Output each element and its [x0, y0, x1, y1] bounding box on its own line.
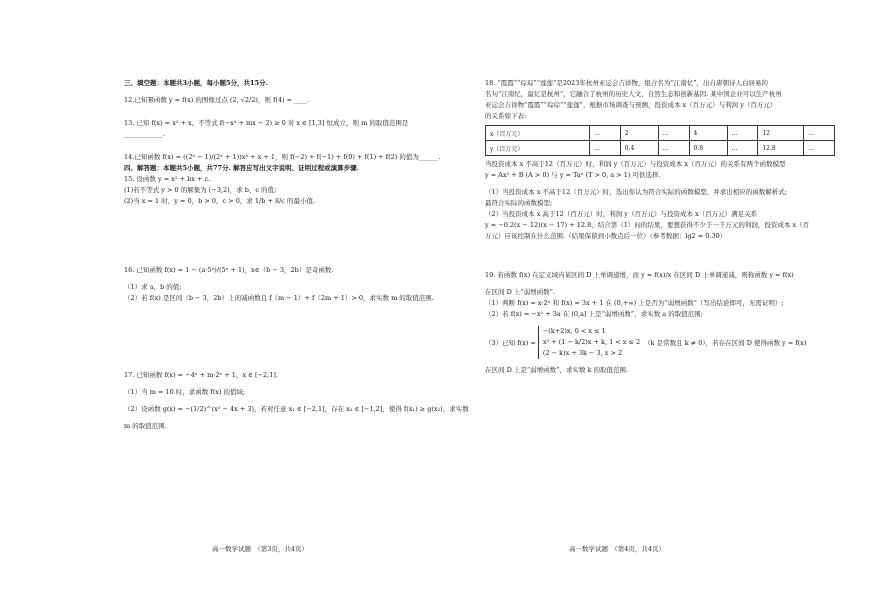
table-cell: 0.4 [620, 141, 658, 156]
section-3-title: 三、填空题：本题共3小题，每小题5分，共15分. [124, 79, 268, 87]
question-19-part-1: （1）判断 f(x) = x·2ˣ 和 f(x) = 3x + 1 在 (0,+∞) 上是否为“弱增函数”（写出结论即可，无需证明）; [485, 299, 784, 307]
question-19-part-3 [485, 326, 856, 359]
question-18-line-4: 的关系如下表: [485, 112, 527, 120]
question-19-part-3-cont: 在区间 D 上是“弱增函数”，求实数 k 的取值范围. [485, 366, 629, 374]
question-18-part-1-cont: 最符合实际的函数模型; [485, 199, 553, 207]
table-cell: 12.8 [758, 141, 804, 156]
question-16: 16. 已知函数 f(x) = 1 − (a·5ˣ)/(5ˣ + 1)，x∈（b − 3，2b）是奇函数. [124, 266, 334, 274]
question-18-part-1: （1）当投资成本 x 不高于12（百万元）时，选出你认为符合实际的函数模型，并求出相应的函数解析式; [485, 188, 787, 196]
question-19: 19. 若函数 f(x) 在定义域内某区间 D 上单调递增，而 y = f(x)/x 在区间 D 上单调递减，则称函数 y = f(x) [485, 271, 794, 279]
piecewise-function [538, 326, 640, 359]
piecewise-case-1: −(k+2)x, 0 < x ≤ 1 [542, 327, 606, 335]
question-15-part-1: (1)若不等式 y > 0 的解集为 (−3,2)，求 b、c 的值; [124, 186, 277, 194]
question-17-part-1: （1）当 m = 10 时，求函数 f(x) 的值域; [124, 388, 246, 396]
question-13-blank: ____________. [124, 130, 166, 138]
question-18-line-3: 亚运会吉祥物“霞霞”“琮琮”“莲莲”，根据市场调查与预测，投资成本 x（百万元）与利润 y（百万元） [485, 101, 777, 109]
piecewise-case-3: (2 − k)x + 3k − 3, x > 2 [542, 349, 623, 357]
table-header-x: x（百万元） [486, 126, 590, 141]
question-19-line-2: 在区间 D 上“弱增函数”. [485, 288, 556, 296]
question-16-part-2: （2）若 f(x) 是区间（b − 3，2b）上的减函数且 f（m − 1）+ f（2m + 1）> 0，求实数 m 的取值范围. [124, 294, 434, 302]
question-19-part-2: （2）若 f(x) = −x² + 3a 在 (0,a] 上是“弱增函数”，求实数 a 的取值范围; [485, 310, 703, 318]
table-row [486, 141, 835, 156]
table-cell: … [590, 126, 621, 141]
table-cell: … [658, 126, 689, 141]
question-18-part-2: （2）当投资成本 x 高于12（百万元）时，利润 y（百万元）与投资成本 x（百万元）满足关系 [485, 210, 758, 218]
table-cell: 4 [689, 126, 727, 141]
question-12: 12.已知幂函数 y = f(x) 的图像过点 (2, √2/2)，则 f(4) = ____. [124, 96, 310, 104]
question-19-part-3-tail: （k 是常数且 k ≠ 0），若存在区间 D 使得函数 y = f(x) [644, 339, 807, 347]
question-18: 18. “霞霞”“琮琮”“莲莲”是2023年杭州亚运会吉祥物，组合名为“江南忆”，出自唐朝诗人白居易的 [485, 79, 769, 87]
question-15-part-2: (2)当 x = 1 时，y = 0，b > 0，c > 0，求 1/b + 8/c 的最小值. [124, 197, 316, 205]
table-cell: 0.8 [689, 141, 727, 156]
table-cell: … [727, 141, 758, 156]
table-row [486, 126, 835, 141]
question-16-part-1: （1）求 a，b 的值; [124, 283, 182, 291]
question-14: 14.已知函数 f(x) = ((2ˣ − 1)/(2ˣ + 1))x³ + x + 1，则 f(−2) + f(−1) + f(0) + f(1) + f(2) 的值为______. [124, 153, 441, 161]
question-19-part-3-lead: （3）已知 f(x) = [485, 339, 536, 347]
question-17: 17. 已知函数 f(x) = −4ˣ + m·2ˣ + 1，x ∈ [−2,1]. [124, 371, 278, 379]
table-cell: 12 [758, 126, 804, 141]
table-cell: … [658, 141, 689, 156]
question-18-models: y = Ax² + B (A > 0) 与 y = Taˣ (T > 0, a > 1) 可供选择. [485, 171, 661, 179]
table-cell: … [804, 141, 835, 156]
question-17-part-2: （2）设函数 g(x) = −(1/2)^(x² − 4x + 3)，若对任意 x₁ ∈ [−2,1]，存在 x₂ ∈ [−1,2]，使得 f(x₁) ≥ g(x₂)，求实数 [124, 405, 469, 413]
page-4-footer: 高一数学试题 （第4页，共4页） [569, 545, 666, 553]
table-cell: … [590, 141, 621, 156]
question-18-part-2-cont: 万元）应该控制在什么范围.（结果保留到小数点后一位）（参考数据：lg2 ≈ 0.30） [485, 232, 727, 240]
question-18-line-2: 名句“江南忆，最忆是杭州”，它融合了杭州的历史人文、自然生态和创新基因. 某中国企业可以生产杭州 [485, 90, 782, 98]
question-15: 15. 设函数 y = x² + bx + c. [124, 175, 211, 183]
piecewise-case-2: x² + (1 − k/2)x + k, 1 < x ≤ 2 [542, 338, 641, 346]
question-18-part-2-formula: y = −0.2(x − 12)(x − 17) + 12.8，结合第（1）问的结果，要想获得不少于一千万元的利润，投资成本 x（百 [485, 221, 810, 229]
investment-table [485, 125, 835, 156]
table-cell: … [727, 126, 758, 141]
question-13: 13. 已知 f(x) = x² + x，不等式 f(−x² + mx − 2) ≥ 0 对 x ∈ [1,3] 恒成立，则 m 的取值范围是 [124, 119, 409, 127]
page-3-footer: 高一数学试题 （第3页，共4页） [212, 545, 309, 553]
question-17-part-2-cont: m 的取值范围. [124, 422, 167, 430]
table-header-y: y（百万元） [486, 141, 590, 156]
question-18-line-5: 当投资成本 x 不高于12（百万元）时，利润 y（百万元）与投资成本 x（百万元）的关系有两个函数模型 [485, 160, 786, 168]
table-cell: … [804, 126, 835, 141]
section-4-title: 四、解答题：本题共5小题，共77分. 解答应写出文字说明、证明过程或演算步骤. [124, 164, 359, 172]
table-cell: 2 [620, 126, 658, 141]
page-4 [435, 0, 870, 615]
